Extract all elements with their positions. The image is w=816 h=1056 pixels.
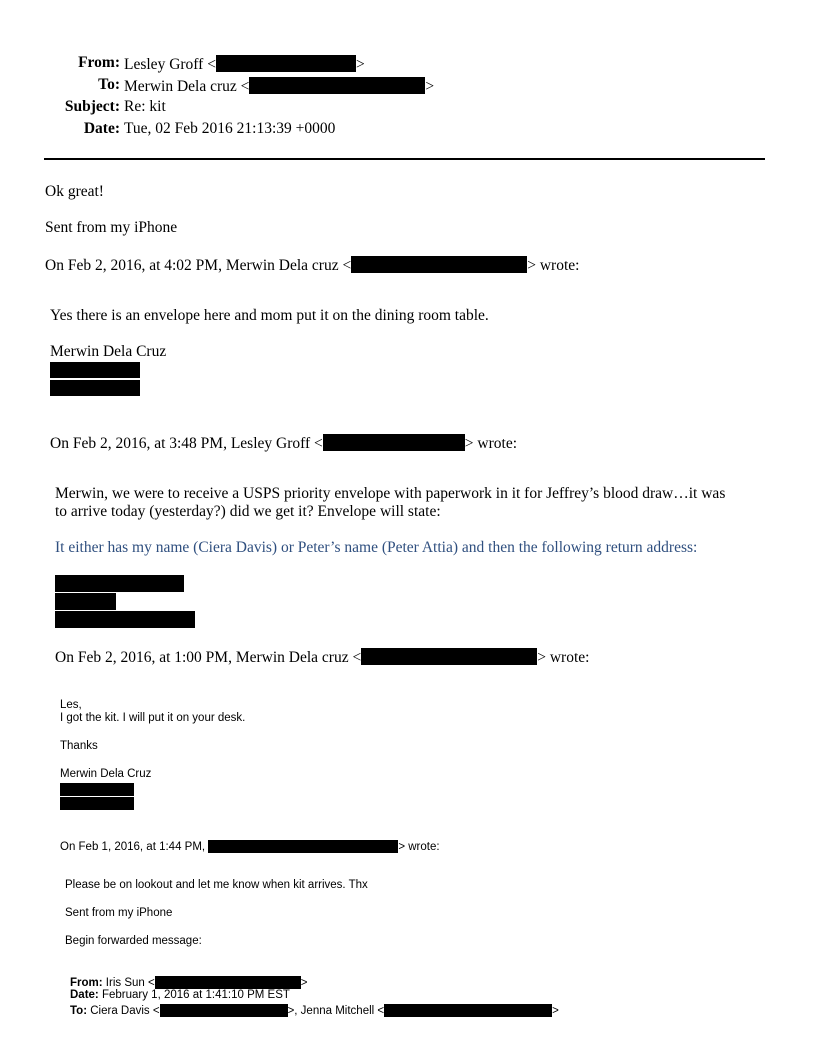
header-from-label: From: xyxy=(78,54,120,71)
redaction xyxy=(50,362,140,378)
header-divider xyxy=(44,158,765,160)
quote2-blue-line: It either has my name (Ciera Davis) or Peter’s name (Peter Attia) and then the following return address: xyxy=(55,539,698,556)
quote1-text: Yes there is an envelope here and mom put it on the dining room table. xyxy=(50,307,489,324)
redaction xyxy=(50,380,140,396)
redaction xyxy=(249,77,425,94)
header-to-label: To: xyxy=(98,76,120,93)
quote2-text-line2: to arrive today (yesterday?) did we get it? Envelope will state: xyxy=(55,503,441,520)
quote1-signature: Merwin Dela Cruz xyxy=(50,343,167,360)
redaction xyxy=(55,575,184,592)
quote3-intro: On Feb 2, 2016, at 1:00 PM, Merwin Dela cruz < > wrote: xyxy=(55,649,590,666)
quote3-greeting: Les, xyxy=(60,699,82,711)
redaction xyxy=(55,593,116,610)
header-date-value: Tue, 02 Feb 2016 21:13:39 +0000 xyxy=(124,120,336,137)
redaction xyxy=(160,1004,288,1017)
redaction xyxy=(155,976,301,989)
quote4-sent: Sent from my iPhone xyxy=(65,907,173,919)
quote2-text-line1: Merwin, we were to receive a USPS priority envelope with paperwork in it for Jeffrey’s blood draw…it was xyxy=(55,485,726,502)
header-from-value: Lesley Groff < > xyxy=(124,56,365,73)
redaction xyxy=(208,840,398,853)
forwarded-to-row: To: Ciera Davis < >, Jenna Mitchell < > xyxy=(70,1005,559,1017)
forwarded-date-row: Date: February 1, 2016 at 1:41:10 PM EST xyxy=(70,989,290,1001)
header-subject-value: Re: kit xyxy=(124,98,166,115)
forwarded-from-row: From: Iris Sun < > xyxy=(70,977,308,989)
redaction xyxy=(216,55,356,72)
quote4-intro: On Feb 1, 2016, at 1:44 PM, > wrote: xyxy=(60,841,440,853)
quote1-intro: On Feb 2, 2016, at 4:02 PM, Merwin Dela cruz < > wrote: xyxy=(45,257,580,274)
redaction xyxy=(55,611,195,628)
quote4-text: Please be on lookout and let me know when kit arrives. Thx xyxy=(65,879,368,891)
header-subject-label: Subject: xyxy=(64,98,120,115)
header-to-value: Merwin Dela cruz < > xyxy=(124,78,435,95)
quote3-signature: Merwin Dela Cruz xyxy=(60,768,152,780)
redaction xyxy=(351,256,527,273)
body-line-ok: Ok great! xyxy=(45,183,104,200)
redaction xyxy=(384,1004,552,1017)
quote3-thanks: Thanks xyxy=(60,740,98,752)
quote3-text: I got the kit. I will put it on your desk. xyxy=(60,712,246,724)
redaction xyxy=(60,783,134,796)
redaction xyxy=(361,648,537,665)
quote4-forward: Begin forwarded message: xyxy=(65,935,202,947)
header-date-label: Date: xyxy=(83,120,120,137)
quote2-intro: On Feb 2, 2016, at 3:48 PM, Lesley Groff < > wrote: xyxy=(50,435,518,452)
redaction xyxy=(323,434,465,451)
redaction xyxy=(60,797,134,810)
body-line-sent: Sent from my iPhone xyxy=(45,219,178,236)
